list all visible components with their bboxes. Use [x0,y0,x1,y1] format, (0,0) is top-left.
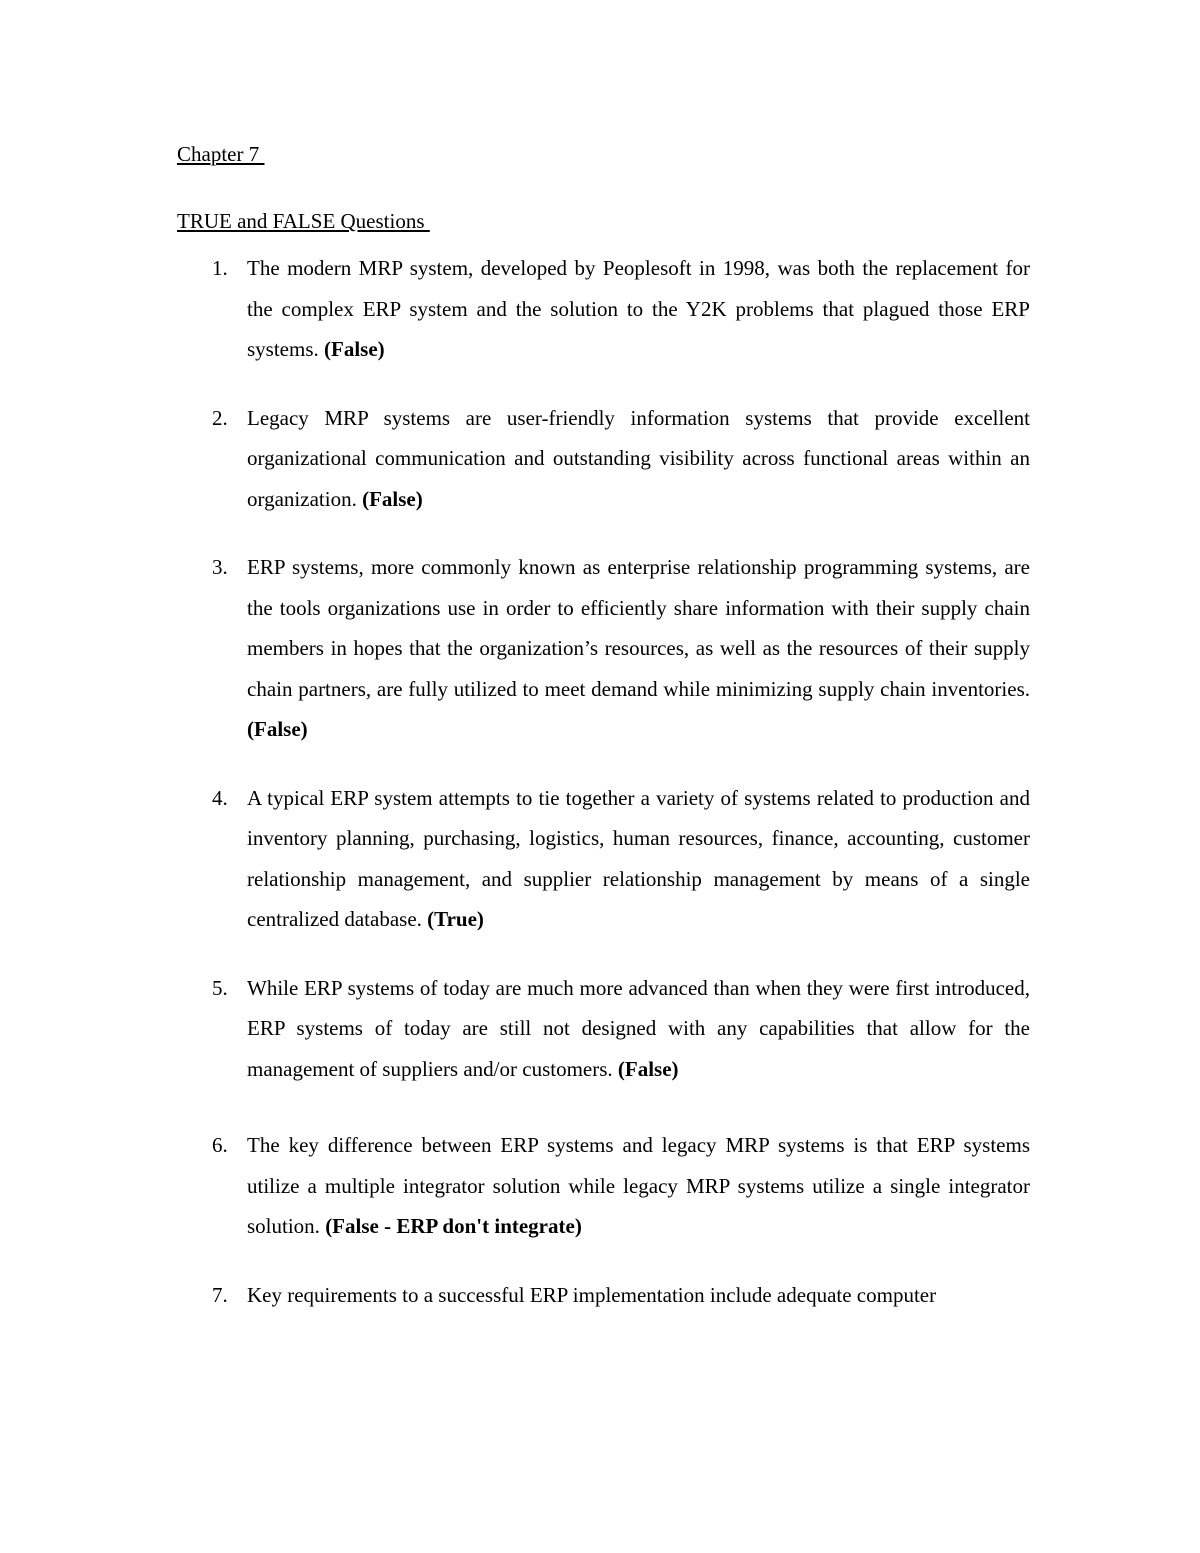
section-title: TRUE and FALSE Questions [177,209,430,233]
question-item-2 [212,398,1030,520]
question-item-7 [212,1275,1030,1316]
question-text: ERP systems, more commonly known as enterprise relationship programming systems, are the tools organizations use in order to efficiently share information with their supply chain members in hopes that the organization’s resources, as well as the resources of their supply chain partners, are fully utilized to meet demand while minimizing supply chain inventories. [247,555,1030,701]
question-text: The modern MRP system, developed by Peoplesoft in 1998, was both the replacement for the complex ERP system and the solution to the Y2K problems that plagued those ERP systems. [247,256,1030,361]
question-item-1 [212,248,1030,370]
question-number: 2. [212,405,228,430]
question-number: 4. [212,785,228,810]
question-number: 3. [212,555,228,579]
question-answer: (False) [617,1056,679,1081]
question-answer: (False - ERP don't integrate) [325,1214,582,1238]
question-number: 1. [212,256,228,280]
question-text: Legacy MRP systems are user-friendly information systems that provide excellent organizational communication and outstanding visibility across functional areas within an organization. [247,405,1030,511]
question-answer: (False) [362,486,423,511]
question-text: While ERP systems of today are much more advanced than when they were first introduced, ERP systems of today are still not designed with any capabilities that allow for the management of suppliers and/or customers. [247,975,1030,1081]
question-item-3 [212,547,1030,750]
chapter-title: Chapter 7 [177,142,265,166]
question-text: The key difference between ERP systems and legacy MRP systems is that ERP systems utilize a multiple integrator solution while legacy MRP systems utilize a single integrator solution. [247,1133,1030,1238]
question-item-6 [212,1125,1030,1247]
question-text: A typical ERP system attempts to tie together a variety of systems related to production and inventory planning, purchasing, logistics, human resources, finance, accounting, customer relationship management, and supplier relationship management by means of a single centralized database. [247,785,1030,931]
question-number: 6. [212,1133,228,1157]
question-item-4 [212,778,1030,940]
question-answer: (False) [247,717,308,741]
question-number: 5. [212,975,228,1000]
question-number: 7. [212,1282,228,1307]
question-answer: (False) [324,337,385,361]
question-answer: (True) [427,907,484,931]
question-list [212,248,1030,1315]
question-text: Key requirements to a successful ERP implementation include adequate computer [247,1282,937,1307]
question-item-5 [212,968,1030,1090]
